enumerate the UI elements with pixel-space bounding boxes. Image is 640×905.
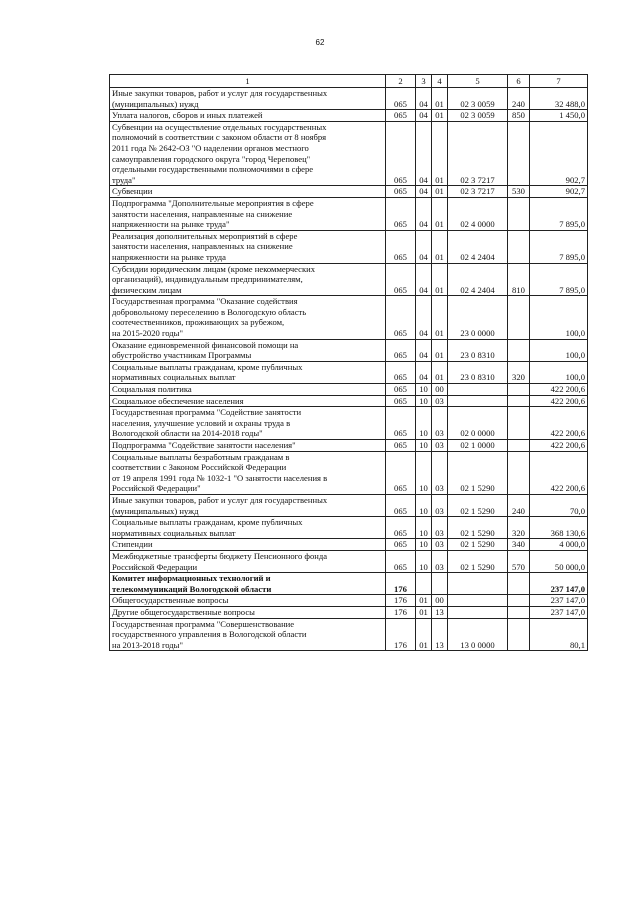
row-target-article: 02 0 0000 bbox=[448, 407, 508, 440]
row-name: Государственная программа "Совершенствование государственного управления в Вологодской области на 2013-2018 годы" bbox=[110, 618, 386, 651]
row-section: 04 bbox=[416, 296, 432, 339]
header-col-4: 4 bbox=[432, 75, 448, 88]
row-amount: 422 200,6 bbox=[530, 440, 588, 452]
row-expense-type: 240 bbox=[508, 88, 530, 110]
row-section: 10 bbox=[416, 517, 432, 539]
row-target-article: 13 0 0000 bbox=[448, 618, 508, 651]
row-subsection: 01 bbox=[432, 296, 448, 339]
row-amount: 70,0 bbox=[530, 494, 588, 516]
row-subsection: 03 bbox=[432, 517, 448, 539]
table-row bbox=[110, 110, 588, 122]
row-expense-type bbox=[508, 296, 530, 339]
row-expense-type: 320 bbox=[508, 361, 530, 383]
row-section: 10 bbox=[416, 440, 432, 452]
row-name: Межбюджетные трансферты бюджету Пенсионного фонда Российской Федерации bbox=[110, 550, 386, 572]
row-expense-type bbox=[508, 440, 530, 452]
row-ministry-code: 065 bbox=[386, 197, 416, 230]
row-ministry-code: 065 bbox=[386, 407, 416, 440]
header-col-5: 5 bbox=[448, 75, 508, 88]
row-amount: 100,0 bbox=[530, 339, 588, 361]
row-section: 10 bbox=[416, 384, 432, 396]
table-row bbox=[110, 395, 588, 407]
table-row bbox=[110, 494, 588, 516]
row-name: Социальное обеспечение населения bbox=[110, 395, 386, 407]
table-row bbox=[110, 384, 588, 396]
page-number: 62 bbox=[315, 38, 325, 47]
table-row bbox=[110, 88, 588, 110]
row-section: 10 bbox=[416, 539, 432, 551]
row-subsection: 03 bbox=[432, 440, 448, 452]
table-row bbox=[110, 595, 588, 607]
header-col-1: 1 bbox=[110, 75, 386, 88]
row-name: Государственная программа "Оказание содействия добровольному переселению в Вологодскую область соотечественников, проживающих за рубежом, на 2015-2020 годы" bbox=[110, 296, 386, 339]
row-target-article: 02 1 5290 bbox=[448, 517, 508, 539]
row-ministry-code: 065 bbox=[386, 88, 416, 110]
row-ministry-code: 065 bbox=[386, 550, 416, 572]
row-section: 04 bbox=[416, 361, 432, 383]
row-name: Субвенции на осуществление отдельных государственных полномочий в соответствии с законом области от 8 ноября 2011 года № 2642-ОЗ "О наделении органов местного самоуправления городского округа "город Череповец" отдельными государственными полномочиями в сфере труда" bbox=[110, 121, 386, 186]
row-name: Комитет информационных технологий и телекоммуникаций Вологодской области bbox=[110, 573, 386, 595]
row-section: 10 bbox=[416, 451, 432, 494]
row-amount: 7 895,0 bbox=[530, 197, 588, 230]
row-subsection: 01 bbox=[432, 361, 448, 383]
row-name: Оказание единовременной финансовой помощи на обустройство участникам Программы bbox=[110, 339, 386, 361]
row-ministry-code: 065 bbox=[386, 230, 416, 263]
header-col-2: 2 bbox=[386, 75, 416, 88]
row-name: Иные закупки товаров, работ и услуг для государственных (муниципальных) нужд bbox=[110, 494, 386, 516]
row-section: 10 bbox=[416, 550, 432, 572]
row-name: Подпрограмма "Содействие занятости населения" bbox=[110, 440, 386, 452]
row-ministry-code: 176 bbox=[386, 595, 416, 607]
row-expense-type bbox=[508, 395, 530, 407]
row-amount: 422 200,6 bbox=[530, 407, 588, 440]
table-row bbox=[110, 550, 588, 572]
row-name: Стипендии bbox=[110, 539, 386, 551]
row-target-article: 02 4 2404 bbox=[448, 263, 508, 296]
row-amount: 422 200,6 bbox=[530, 384, 588, 396]
row-ministry-code: 065 bbox=[386, 296, 416, 339]
row-target-article: 02 4 2404 bbox=[448, 230, 508, 263]
row-subsection: 01 bbox=[432, 110, 448, 122]
row-amount: 80,1 bbox=[530, 618, 588, 651]
row-expense-type bbox=[508, 618, 530, 651]
row-ministry-code: 065 bbox=[386, 494, 416, 516]
row-section: 10 bbox=[416, 407, 432, 440]
row-amount: 4 000,0 bbox=[530, 539, 588, 551]
row-target-article bbox=[448, 384, 508, 396]
row-target-article: 23 0 8310 bbox=[448, 339, 508, 361]
row-expense-type: 850 bbox=[508, 110, 530, 122]
row-target-article bbox=[448, 595, 508, 607]
row-target-article bbox=[448, 606, 508, 618]
row-section: 04 bbox=[416, 121, 432, 186]
table-row bbox=[110, 296, 588, 339]
row-target-article bbox=[448, 395, 508, 407]
row-section: 04 bbox=[416, 88, 432, 110]
row-name: Социальные выплаты гражданам, кроме публичных нормативных социальных выплат bbox=[110, 517, 386, 539]
table-row bbox=[110, 361, 588, 383]
row-subsection: 01 bbox=[432, 88, 448, 110]
row-name: Государственная программа "Содействие занятости населения, улучшение условий и охраны труда в Вологодской области на 2014-2018 годы" bbox=[110, 407, 386, 440]
table-row bbox=[110, 197, 588, 230]
row-subsection: 13 bbox=[432, 618, 448, 651]
row-section: 04 bbox=[416, 197, 432, 230]
row-name: Социальная политика bbox=[110, 384, 386, 396]
row-subsection: 01 bbox=[432, 186, 448, 198]
row-target-article: 02 3 0059 bbox=[448, 88, 508, 110]
row-subsection: 01 bbox=[432, 121, 448, 186]
row-target-article bbox=[448, 573, 508, 595]
row-amount: 100,0 bbox=[530, 296, 588, 339]
row-ministry-code: 065 bbox=[386, 339, 416, 361]
row-subsection: 01 bbox=[432, 263, 448, 296]
row-ministry-code: 065 bbox=[386, 110, 416, 122]
row-target-article: 02 4 0000 bbox=[448, 197, 508, 230]
row-section: 01 bbox=[416, 606, 432, 618]
table-row bbox=[110, 339, 588, 361]
row-section: 04 bbox=[416, 339, 432, 361]
table-row bbox=[110, 230, 588, 263]
row-target-article: 02 1 5290 bbox=[448, 451, 508, 494]
row-target-article: 23 0 0000 bbox=[448, 296, 508, 339]
row-section: 04 bbox=[416, 230, 432, 263]
table-row bbox=[110, 618, 588, 651]
row-subsection: 03 bbox=[432, 451, 448, 494]
row-ministry-code: 065 bbox=[386, 361, 416, 383]
row-amount: 237 147,0 bbox=[530, 606, 588, 618]
row-amount: 32 488,0 bbox=[530, 88, 588, 110]
table-row bbox=[110, 263, 588, 296]
row-subsection: 03 bbox=[432, 539, 448, 551]
table-row bbox=[110, 121, 588, 186]
row-expense-type: 570 bbox=[508, 550, 530, 572]
row-ministry-code: 065 bbox=[386, 440, 416, 452]
row-ministry-code: 065 bbox=[386, 186, 416, 198]
row-subsection: 01 bbox=[432, 197, 448, 230]
row-target-article: 23 0 8310 bbox=[448, 361, 508, 383]
row-expense-type: 320 bbox=[508, 517, 530, 539]
row-subsection: 01 bbox=[432, 230, 448, 263]
row-ministry-code: 065 bbox=[386, 263, 416, 296]
row-target-article: 02 1 0000 bbox=[448, 440, 508, 452]
row-amount: 50 000,0 bbox=[530, 550, 588, 572]
table-row bbox=[110, 440, 588, 452]
row-ministry-code: 065 bbox=[386, 384, 416, 396]
row-subsection bbox=[432, 573, 448, 595]
row-amount: 237 147,0 bbox=[530, 595, 588, 607]
row-target-article: 02 3 7217 bbox=[448, 186, 508, 198]
row-expense-type bbox=[508, 339, 530, 361]
row-expense-type bbox=[508, 606, 530, 618]
row-ministry-code: 065 bbox=[386, 121, 416, 186]
header-col-7: 7 bbox=[530, 75, 588, 88]
row-expense-type bbox=[508, 407, 530, 440]
row-expense-type bbox=[508, 197, 530, 230]
row-subsection: 03 bbox=[432, 550, 448, 572]
row-ministry-code: 176 bbox=[386, 573, 416, 595]
row-name: Общегосударственные вопросы bbox=[110, 595, 386, 607]
row-name: Другие общегосударственные вопросы bbox=[110, 606, 386, 618]
header-col-3: 3 bbox=[416, 75, 432, 88]
row-ministry-code: 065 bbox=[386, 517, 416, 539]
row-expense-type: 810 bbox=[508, 263, 530, 296]
row-section: 10 bbox=[416, 395, 432, 407]
row-amount: 1 450,0 bbox=[530, 110, 588, 122]
row-section: 04 bbox=[416, 263, 432, 296]
row-expense-type bbox=[508, 595, 530, 607]
row-subsection: 01 bbox=[432, 339, 448, 361]
row-name: Социальные выплаты безработным гражданам в соответствии с Законом Российской Федерации от 19 апреля 1991 года № 1032-1 "О занятости населения в Российской Федерации" bbox=[110, 451, 386, 494]
row-name: Уплата налогов, сборов и иных платежей bbox=[110, 110, 386, 122]
row-section: 04 bbox=[416, 186, 432, 198]
row-section: 10 bbox=[416, 494, 432, 516]
row-section bbox=[416, 573, 432, 595]
row-name: Субсидии юридическим лицам (кроме некоммерческих организаций), индивидуальным предпринимателям, физическим лицам bbox=[110, 263, 386, 296]
row-amount: 368 130,6 bbox=[530, 517, 588, 539]
row-ministry-code: 176 bbox=[386, 606, 416, 618]
row-section: 01 bbox=[416, 618, 432, 651]
row-amount: 902,7 bbox=[530, 186, 588, 198]
row-amount: 7 895,0 bbox=[530, 230, 588, 263]
row-expense-type bbox=[508, 121, 530, 186]
table-row bbox=[110, 186, 588, 198]
row-target-article: 02 3 0059 bbox=[448, 110, 508, 122]
table-row bbox=[110, 606, 588, 618]
row-amount: 7 895,0 bbox=[530, 263, 588, 296]
header-col-6: 6 bbox=[508, 75, 530, 88]
row-amount: 902,7 bbox=[530, 121, 588, 186]
row-name: Реализация дополнительных мероприятий в сфере занятости населения, направленных на снижение напряженности на рынке труда bbox=[110, 230, 386, 263]
row-ministry-code: 176 bbox=[386, 618, 416, 651]
row-expense-type bbox=[508, 384, 530, 396]
row-amount: 422 200,6 bbox=[530, 451, 588, 494]
row-section: 01 bbox=[416, 595, 432, 607]
row-target-article: 02 1 5290 bbox=[448, 539, 508, 551]
row-ministry-code: 065 bbox=[386, 539, 416, 551]
row-section: 04 bbox=[416, 110, 432, 122]
table-row bbox=[110, 407, 588, 440]
row-expense-type: 240 bbox=[508, 494, 530, 516]
row-amount: 237 147,0 bbox=[530, 573, 588, 595]
table-row bbox=[110, 517, 588, 539]
row-subsection: 03 bbox=[432, 407, 448, 440]
table-row bbox=[110, 573, 588, 595]
row-target-article: 02 1 5290 bbox=[448, 550, 508, 572]
row-amount: 422 200,6 bbox=[530, 395, 588, 407]
row-expense-type bbox=[508, 573, 530, 595]
row-target-article: 02 1 5290 bbox=[448, 494, 508, 516]
table-row bbox=[110, 539, 588, 551]
row-subsection: 03 bbox=[432, 494, 448, 516]
row-expense-type: 530 bbox=[508, 186, 530, 198]
row-name: Субвенции bbox=[110, 186, 386, 198]
row-expense-type bbox=[508, 451, 530, 494]
row-subsection: 00 bbox=[432, 384, 448, 396]
row-name: Социальные выплаты гражданам, кроме публичных нормативных социальных выплат bbox=[110, 361, 386, 383]
table-header-row bbox=[110, 75, 588, 88]
row-subsection: 03 bbox=[432, 395, 448, 407]
row-expense-type bbox=[508, 230, 530, 263]
row-amount: 100,0 bbox=[530, 361, 588, 383]
table-row bbox=[110, 451, 588, 494]
row-name: Иные закупки товаров, работ и услуг для государственных (муниципальных) нужд bbox=[110, 88, 386, 110]
row-expense-type: 340 bbox=[508, 539, 530, 551]
row-ministry-code: 065 bbox=[386, 395, 416, 407]
row-subsection: 13 bbox=[432, 606, 448, 618]
row-ministry-code: 065 bbox=[386, 451, 416, 494]
row-target-article: 02 3 7217 bbox=[448, 121, 508, 186]
row-name: Подпрограмма "Дополнительные мероприятия в сфере занятости населения, направленные на снижение напряженности на рынке труда" bbox=[110, 197, 386, 230]
budget-table bbox=[109, 74, 588, 651]
row-subsection: 00 bbox=[432, 595, 448, 607]
